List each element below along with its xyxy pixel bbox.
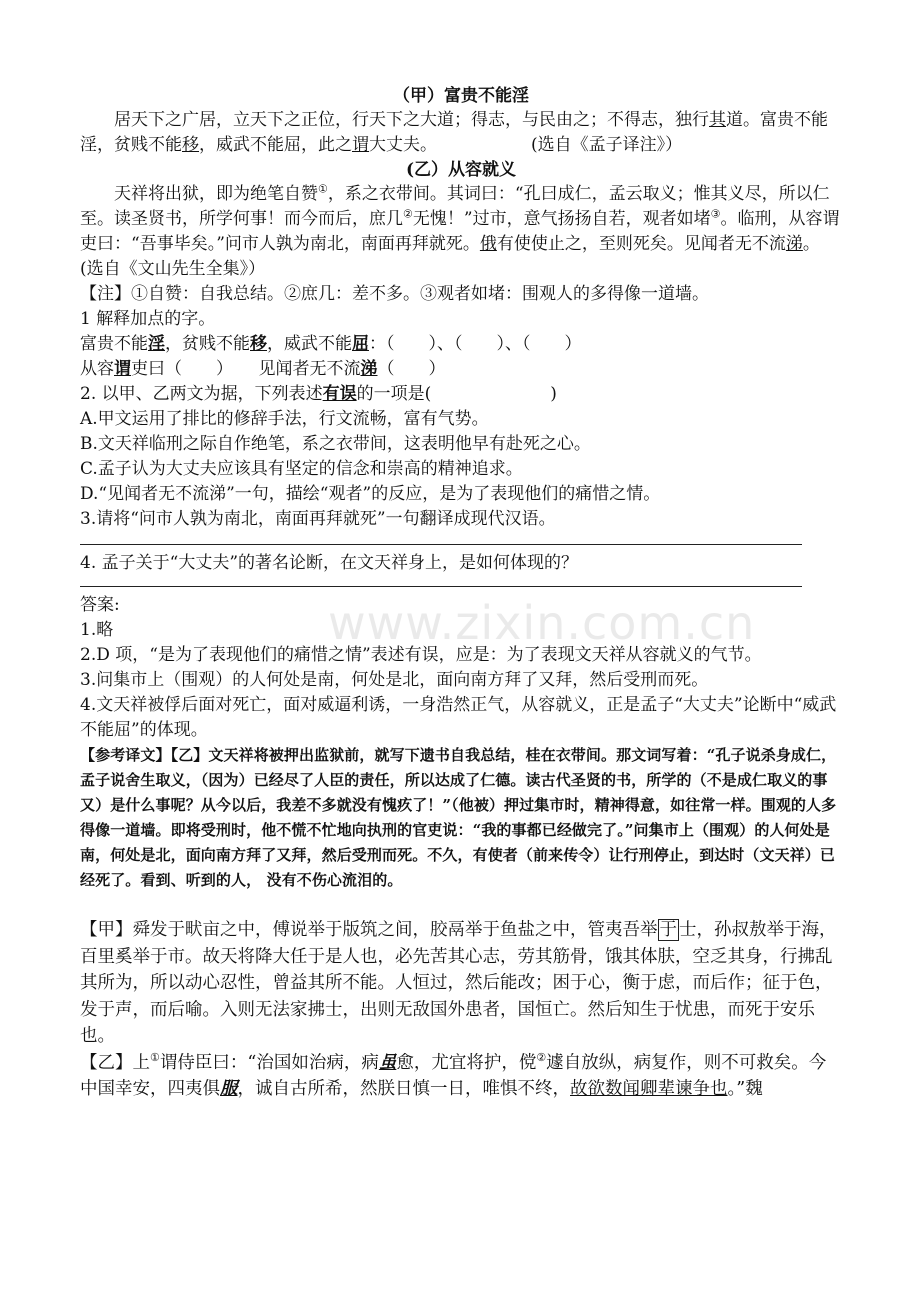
option-c: C.孟子认为大丈夫应该具有坚定的信念和崇高的精神追求。 [80, 459, 523, 479]
passage-b-title: (乙）从容就义 [405, 160, 517, 180]
passage-a-text: 居天下之广居，立天下之正位，行天下之大道；得志，与民由之；不得志，独行其道。富贵不能淫，贫贱不能移，威武不能屈，此之谓大丈夫。 (选自《孟子译注》） [80, 108, 842, 158]
question-1-title: 1 解释加点的字。 [80, 309, 216, 329]
question-2-stem: 2. 以甲、乙两文为据，下列表述有误的一项是( ) [80, 384, 557, 404]
reference-translation: 【参考译文】【乙】文天祥将被押出监狱前，就写下遗书自我总结，桂在衣带间。那文词写着：“孔子说杀身成仁，孟子说舍生取义，（因为）已经尽了人臣的责任，所以达成了仁德。读古代圣贤的书，所学的（不是成仁取义的事又）是什么事呢？从今以后，我差不多就没有愧疚了！”（他被）押过集市时，精神得意，如往常一样。围观的人多得像一道墙。即将受刑时，他不慌不忙地向执刑的官吏说：“我的事都已经做完了。”问集市上（围观）的人何处是南，何处是北，面向南方拜了又拜，然后受刑而死。不久，有使者（前来传令）让行刑停止，到达时（文天祥）已经死了。看到、听到的人， 没有不伤心流泪的。 [80, 746, 837, 889]
underlined-char: 其 [709, 110, 726, 130]
passage-a-title: （甲）富贵不能淫 [393, 86, 529, 106]
underlined-sentence: 故欲数闻卿辈谏争也 [570, 1079, 728, 1099]
underlined-char: 移 [182, 135, 199, 155]
document-page [80, 84, 842, 1103]
answer-4: 4.文天祥被俘后面对死亡，面对威逼利诱，一身浩然正气，从容就义，正是孟子“大丈夫”论断中“威武不能屈”的体现。 [80, 695, 837, 740]
passage-2-a: 【甲】舜发于畎亩之中，傅说举于版筑之间，胶鬲举于鱼盐之中，管夷吾举 于 士，孙叔敖举于海，百里奚举于市。故天将降大任于是人也，必先苦其心志，劳其筋骨，饿其体肤，空乏其身，行拂乱其所为，所以动心忍性，曾益其所不能。人恒过，然后能改；困于心，衡于虑，而后作；征于色，发于声，而后喻。入则无法家拂士，出则无敌国外患者，国恒亡。然后知生于忧患，而死于安乐也。 [80, 920, 837, 1046]
watermark: www.zixin.com.cn [328, 596, 756, 650]
footnote: 【注】①自赞：自我总结。②庶几：差不多。③观者如堵：围观人的多得像一道墙。 [80, 284, 709, 304]
option-d: D.“见闻者无不流涕”一句，描绘“观者”的反应，是为了表现他们的痛惜之情。 [80, 484, 661, 504]
boxed-char: 于 [659, 920, 677, 940]
question-4: 4. 孟子关于“大丈夫”的著名论断，在文天祥身上，是如何体现的？ [80, 553, 579, 573]
source-citation: (选自《孟子译注》） [531, 135, 683, 155]
question-3: 3.请将“问市人孰为南北，南面再拜就死”一句翻译成现代汉语。 [80, 509, 556, 529]
underlined-char: 谓 [352, 135, 369, 155]
underlined-char: 俄 [479, 234, 497, 254]
question-1-line-1: 富贵不能淫，贫贱不能移，威武不能屈：（ ）、（ ）、（ ） [80, 334, 582, 354]
passage-2-b: 【乙】上①谓侍臣曰：“治国如治病，病虽愈，尤宜将护，傥②遽自放纵，病复作，则不可救矣。今中国幸安，四夷俱服，诚自古所希，然朕日慎一日，唯惧不终，故欲数闻卿辈谏争也。”魏 [80, 1050, 827, 1099]
answer-2: 2.D 项，“是为了表现他们的痛惜之情”表述有误，应是：为了表现文天祥从容就义的气节。 [80, 645, 762, 665]
option-b: B.文天祥临刑之际自作绝笔，系之衣带间，这表明他早有赴死之心。 [80, 434, 591, 454]
option-a: A.甲文运用了排比的修辞手法，行文流畅，富有气势。 [80, 409, 489, 429]
answer-1: 1.略 [80, 620, 114, 640]
underlined-char: 涕 [785, 234, 803, 254]
passage-b-text: 天祥将出狱，即为绝笔自赞①，系之衣带间。其词曰：“孔曰成仁，孟云取义；惟其义尽，所以仁至。读圣贤书，所学何事！而今而后，庶几②无愧！”过市，意气扬扬自若，观者如堵③。临刑，从容谓吏曰：“吾事毕矣。”问市人孰为南北，南面再拜就死。俄有使使止之，至则死矣。见闻者无不流涕。(选自《文山先生全集》） [80, 182, 840, 279]
answers-title: 答案: [80, 595, 120, 615]
answer-3: 3.问集市上（围观）的人何处是南，何处是北，面向南方拜了又拜，然后受刑而死。 [80, 670, 709, 690]
question-1-line-2: 从容谓吏曰（ ） 见闻者无不流涕（ ） [80, 359, 446, 379]
